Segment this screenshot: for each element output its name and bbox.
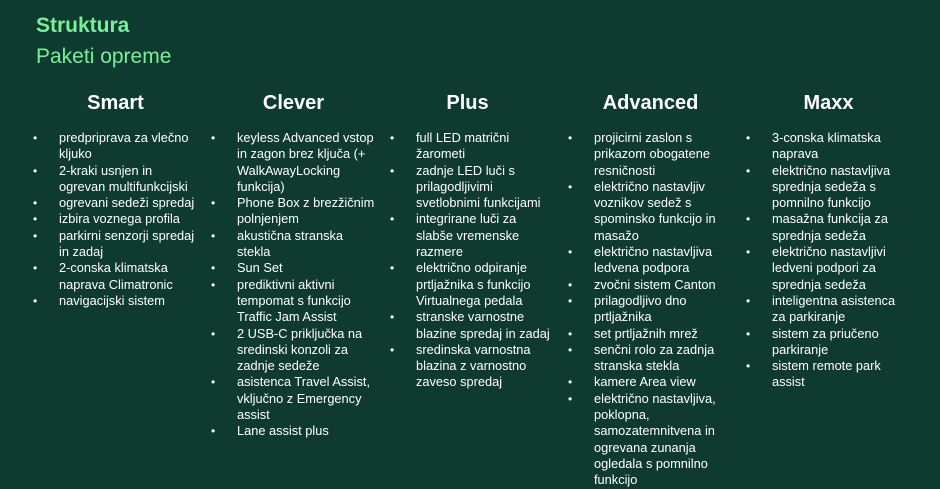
list-item: • kamere Area view: [568, 374, 733, 390]
list-item: • zvočni sistem Canton: [568, 277, 733, 293]
package-list-maxx: [746, 130, 911, 391]
list-item: • predpriprava za vlečno kljuko: [33, 130, 198, 163]
list-item: • navigacijski sistem: [33, 293, 198, 309]
list-item: • inteligentna asistenca za parkiranje: [746, 293, 911, 326]
list-item: • prediktivni aktivni tempomat s funkcijo Traffic Jam Assist: [211, 277, 376, 326]
list-item: • zadnje LED luči s prilagodljivimi svetlobnimi funkcijami: [390, 163, 555, 212]
list-item: • senčni rolo za zadnja stranska stekla: [568, 342, 733, 375]
package-title-maxx: Maxx: [803, 92, 854, 114]
list-item: • Sun Set: [211, 260, 376, 276]
list-item: • projicirni zaslon s prikazom obogatene resničnosti: [568, 130, 733, 179]
slide-subtitle: Paketi opreme: [36, 45, 172, 68]
list-item: • prilagodljivo dno prtljažnika: [568, 293, 733, 326]
list-item: • Phone Box z brezžičnim polnjenjem: [211, 195, 376, 228]
list-item: • električno nastavljivi ledveni podpori za sprednja sedeža: [746, 244, 911, 293]
package-list-clever: [211, 130, 376, 440]
package-title-advanced: Advanced: [602, 92, 699, 114]
list-item: • 2-conska klimatska naprava Climatronic: [33, 260, 198, 293]
list-item: • keyless Advanced vstop in zagon brez ključa (+ WalkAwayLocking funkcija): [211, 130, 376, 195]
list-item: • set prtljažnih mrež: [568, 326, 733, 342]
list-item: • full LED matrični žarometi: [390, 130, 555, 163]
slide-title: Struktura: [36, 14, 130, 37]
list-item: • električno nastavljiv voznikov sedež s spominsko funkcijo in masažo: [568, 179, 733, 244]
package-title-plus: Plus: [446, 92, 489, 114]
list-item: • 2 USB-C priključka na sredinski konzoli za zadnje sedeže: [211, 326, 376, 375]
list-item: • električno nastavljiva ledvena podpora: [568, 244, 733, 277]
list-item: • 3-conska klimatska naprava: [746, 130, 911, 163]
list-item: • masažna funkcija za sprednja sedeža: [746, 211, 911, 244]
package-list-smart: [33, 130, 198, 309]
list-item: • stranske varnostne blazine spredaj in zadaj: [390, 309, 555, 342]
list-item: • sistem za priučeno parkiranje: [746, 326, 911, 359]
list-item: • parkirni senzorji spredaj in zadaj: [33, 228, 198, 261]
list-item: • električno odpiranje prtljažnika s funkcijo Virtualnega pedala: [390, 260, 555, 309]
package-list-advanced: [568, 130, 733, 489]
list-item: • Lane assist plus: [211, 423, 376, 439]
list-item: • integrirane luči za slabše vremenske razmere: [390, 211, 555, 260]
list-item: • sredinska varnostna blazina z varnostno zaveso spredaj: [390, 342, 555, 391]
list-item: • izbira voznega profila: [33, 211, 198, 227]
list-item: • električno nastavljiva, poklopna, samozatemnitvena in ogrevana zunanja ogledala s pomnilno funkcijo: [568, 391, 733, 489]
list-item: • sistem remote park assist: [746, 358, 911, 391]
package-title-clever: Clever: [262, 92, 325, 114]
list-item: • ogrevani sedeži spredaj: [33, 195, 198, 211]
slide-header: [36, 12, 171, 71]
list-item: • električno nastavljiva sprednja sedeža s pomnilno funkcijo: [746, 163, 911, 212]
list-item: • akustična stranska stekla: [211, 228, 376, 261]
package-title-smart: Smart: [87, 92, 144, 114]
package-list-plus: [390, 130, 555, 391]
list-item: • 2-kraki usnjen in ogrevan multifunkcijski: [33, 163, 198, 196]
list-item: • asistenca Travel Assist, vključno z Emergency assist: [211, 374, 376, 423]
